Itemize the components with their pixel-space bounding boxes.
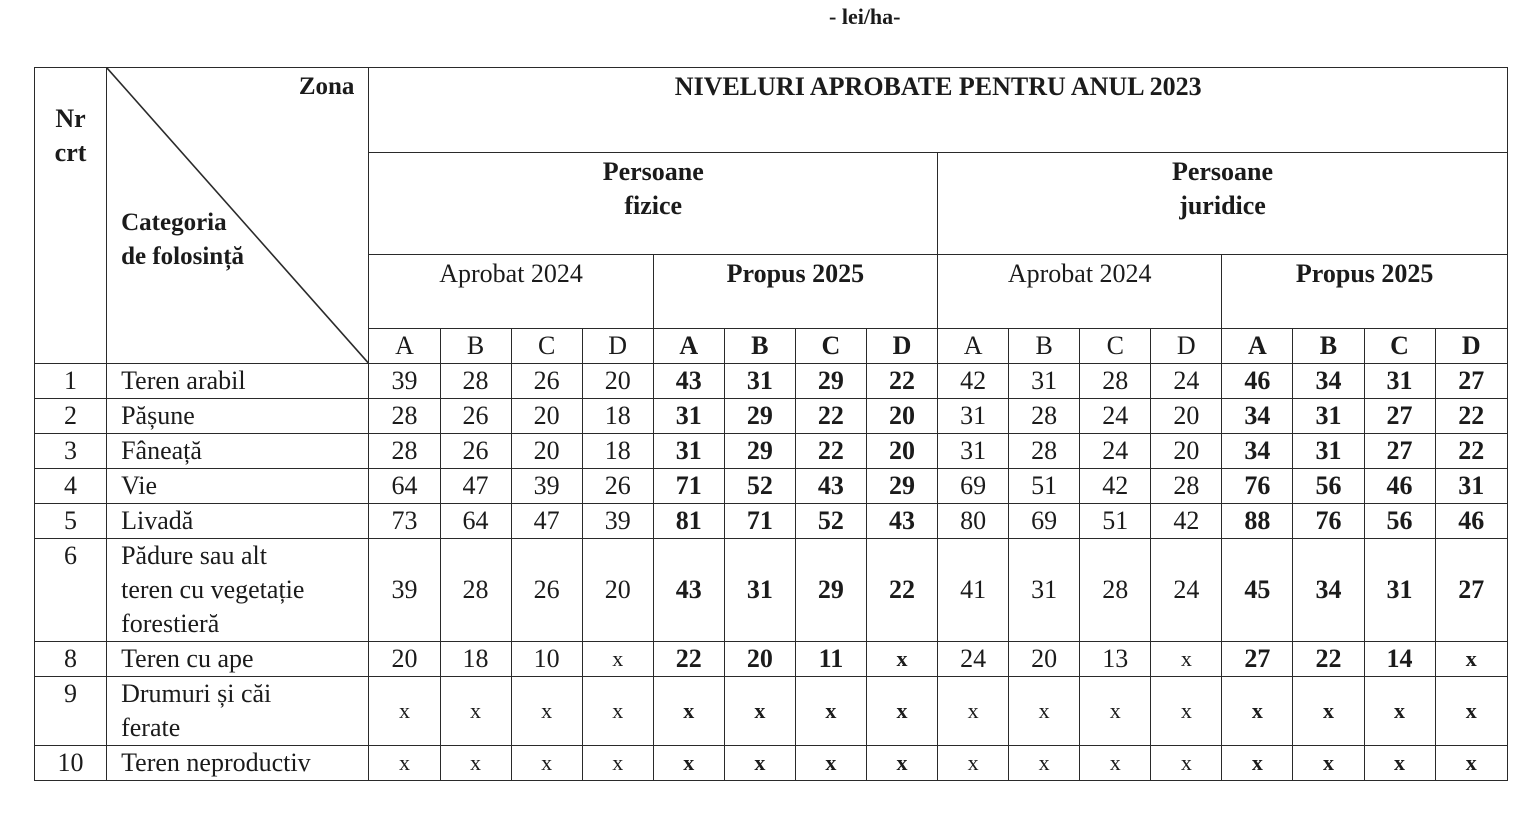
value-cell: 22 — [795, 434, 866, 469]
value-cell: x — [938, 677, 1009, 746]
value-cell: 28 — [369, 399, 440, 434]
table-row — [35, 539, 1508, 642]
value-cell: x — [866, 677, 937, 746]
value-cell: x — [1222, 677, 1293, 746]
value-cell: 20 — [1151, 434, 1222, 469]
table-row — [35, 642, 1508, 677]
value-cell: 28 — [440, 539, 511, 642]
zone-header-d: D — [1435, 329, 1507, 364]
value-cell: 43 — [653, 364, 724, 399]
row-number: 2 — [35, 399, 107, 434]
value-cell: x — [1364, 746, 1435, 781]
category-line: Pășune — [121, 401, 195, 430]
group-persoane-fizice — [369, 153, 938, 255]
value-cell: 31 — [653, 399, 724, 434]
value-cell: x — [1009, 746, 1080, 781]
row-number: 8 — [35, 642, 107, 677]
value-cell: 81 — [653, 504, 724, 539]
zone-header-b: B — [440, 329, 511, 364]
zone-header-c: C — [1080, 329, 1151, 364]
value-cell: 22 — [1435, 399, 1507, 434]
value-cell: 27 — [1435, 364, 1507, 399]
value-cell: 20 — [582, 364, 653, 399]
value-cell: 18 — [582, 434, 653, 469]
zone-header-a: A — [653, 329, 724, 364]
value-cell: 20 — [511, 399, 582, 434]
category-line: Livadă — [121, 506, 194, 535]
value-cell: x — [511, 677, 582, 746]
category-cell — [107, 746, 369, 781]
value-cell: 20 — [866, 434, 937, 469]
value-cell: 26 — [511, 539, 582, 642]
value-cell: 39 — [582, 504, 653, 539]
value-cell: x — [1293, 677, 1364, 746]
value-cell: 76 — [1293, 504, 1364, 539]
value-cell: x — [369, 746, 440, 781]
row-number: 10 — [35, 746, 107, 781]
value-cell: x — [440, 746, 511, 781]
unit-label: - lei/ha- — [829, 4, 901, 29]
value-cell: x — [582, 746, 653, 781]
value-cell: 22 — [1293, 642, 1364, 677]
category-cell — [107, 642, 369, 677]
subgroup-aprobat-2024-juridice: Aprobat 2024 — [938, 255, 1222, 329]
value-cell: 73 — [369, 504, 440, 539]
value-cell: 29 — [724, 399, 795, 434]
value-cell: x — [511, 746, 582, 781]
value-cell: 43 — [653, 539, 724, 642]
value-cell: x — [440, 677, 511, 746]
value-cell: x — [1435, 677, 1507, 746]
value-cell: x — [653, 746, 724, 781]
value-cell: 39 — [511, 469, 582, 504]
value-cell: x — [1080, 746, 1151, 781]
value-cell: 29 — [795, 364, 866, 399]
value-cell: x — [1364, 677, 1435, 746]
value-cell: 13 — [1080, 642, 1151, 677]
category-label-line1: Categoria — [121, 209, 227, 236]
zone-header-d: D — [866, 329, 937, 364]
value-cell: x — [795, 677, 866, 746]
value-cell: x — [724, 677, 795, 746]
group-line1: Persoane — [1171, 157, 1274, 186]
value-cell: 64 — [369, 469, 440, 504]
value-cell: 34 — [1293, 539, 1364, 642]
zone-header-d: D — [582, 329, 653, 364]
value-cell: 71 — [724, 504, 795, 539]
table-row — [35, 469, 1508, 504]
value-cell: 26 — [582, 469, 653, 504]
row-number: 1 — [35, 364, 107, 399]
value-cell: 69 — [938, 469, 1009, 504]
zone-header-c: C — [795, 329, 866, 364]
value-cell: 28 — [369, 434, 440, 469]
zone-header-a: A — [938, 329, 1009, 364]
row-number: 9 — [35, 677, 107, 746]
value-cell: 31 — [1364, 539, 1435, 642]
value-cell: 31 — [1293, 434, 1364, 469]
value-cell: 46 — [1222, 364, 1293, 399]
value-cell: 76 — [1222, 469, 1293, 504]
nr-label-line1: Nr — [55, 104, 86, 133]
category-line: Teren cu ape — [121, 644, 254, 673]
value-cell: 28 — [440, 364, 511, 399]
category-cell — [107, 364, 369, 399]
value-cell: 28 — [1080, 364, 1151, 399]
value-cell: x — [1435, 746, 1507, 781]
value-cell: 28 — [1009, 399, 1080, 434]
category-line: Teren arabil — [121, 366, 246, 395]
value-cell: 34 — [1222, 399, 1293, 434]
table-row — [35, 746, 1508, 781]
value-cell: x — [582, 642, 653, 677]
value-cell: x — [1080, 677, 1151, 746]
value-cell: 27 — [1364, 434, 1435, 469]
value-cell: x — [1151, 677, 1222, 746]
category-cell — [107, 469, 369, 504]
value-cell: 22 — [653, 642, 724, 677]
zone-header-b: B — [724, 329, 795, 364]
category-label — [121, 206, 244, 274]
table-row — [35, 504, 1508, 539]
value-cell: x — [582, 677, 653, 746]
value-cell: 28 — [1080, 539, 1151, 642]
value-cell: 22 — [795, 399, 866, 434]
table-row — [35, 434, 1508, 469]
value-cell: 20 — [369, 642, 440, 677]
value-cell: 10 — [511, 642, 582, 677]
value-cell: 31 — [724, 539, 795, 642]
value-cell: 22 — [866, 364, 937, 399]
value-cell: 56 — [1293, 469, 1364, 504]
value-cell: 14 — [1364, 642, 1435, 677]
value-cell: 69 — [1009, 504, 1080, 539]
table-title: NIVELURI APROBATE PENTRU ANUL 2023 — [369, 68, 1508, 153]
value-cell: 18 — [582, 399, 653, 434]
zone-header-b: B — [1009, 329, 1080, 364]
value-cell: 24 — [938, 642, 1009, 677]
value-cell: 24 — [1151, 364, 1222, 399]
value-cell: 64 — [440, 504, 511, 539]
category-line: Fâneață — [121, 436, 202, 465]
category-cell — [107, 504, 369, 539]
value-cell: x — [1151, 642, 1222, 677]
subgroup-propus-2025-juridice: Propus 2025 — [1222, 255, 1508, 329]
value-cell: 39 — [369, 539, 440, 642]
value-cell: 52 — [795, 504, 866, 539]
value-cell: x — [1009, 677, 1080, 746]
value-cell: 47 — [511, 504, 582, 539]
value-cell: 29 — [866, 469, 937, 504]
value-cell: 26 — [440, 399, 511, 434]
value-cell: 26 — [511, 364, 582, 399]
value-cell: x — [938, 746, 1009, 781]
value-cell: 31 — [1009, 364, 1080, 399]
value-cell: 39 — [369, 364, 440, 399]
table-row — [35, 677, 1508, 746]
value-cell: 20 — [866, 399, 937, 434]
value-cell: 20 — [724, 642, 795, 677]
table-row — [35, 399, 1508, 434]
value-cell: x — [1293, 746, 1364, 781]
value-cell: x — [653, 677, 724, 746]
value-cell: 56 — [1364, 504, 1435, 539]
value-cell: x — [866, 746, 937, 781]
value-cell: 27 — [1435, 539, 1507, 642]
value-cell: 31 — [1435, 469, 1507, 504]
zone-header-a: A — [1222, 329, 1293, 364]
value-cell: 31 — [1009, 539, 1080, 642]
value-cell: 28 — [1009, 434, 1080, 469]
value-cell: 31 — [724, 364, 795, 399]
category-cell — [107, 677, 369, 746]
group-line1: Persoane — [602, 157, 704, 186]
value-cell: 51 — [1009, 469, 1080, 504]
value-cell: x — [795, 746, 866, 781]
category-line: Drumuri și căi — [121, 679, 272, 708]
zona-category-header — [107, 68, 369, 364]
value-cell: 51 — [1080, 504, 1151, 539]
value-cell: 20 — [582, 539, 653, 642]
value-cell: 22 — [866, 539, 937, 642]
zone-header-d: D — [1151, 329, 1222, 364]
value-cell: 20 — [1151, 399, 1222, 434]
value-cell: 31 — [653, 434, 724, 469]
value-cell: x — [1151, 746, 1222, 781]
zone-header-b: B — [1293, 329, 1364, 364]
value-cell: 43 — [795, 469, 866, 504]
value-cell: 29 — [795, 539, 866, 642]
value-cell: 31 — [1293, 399, 1364, 434]
value-cell: 47 — [440, 469, 511, 504]
subgroup-aprobat-2024-fizice: Aprobat 2024 — [369, 255, 653, 329]
group-line2: juridice — [1179, 191, 1266, 220]
value-cell: 71 — [653, 469, 724, 504]
value-cell: 11 — [795, 642, 866, 677]
category-line: Teren neproductiv — [121, 748, 311, 777]
value-cell: 31 — [1364, 364, 1435, 399]
category-line: Pădure sau alt — [121, 541, 267, 570]
subgroup-propus-2025-fizice: Propus 2025 — [653, 255, 937, 329]
group-line2: fizice — [624, 191, 683, 220]
category-cell — [107, 539, 369, 642]
value-cell: 46 — [1435, 504, 1507, 539]
value-cell: 24 — [1080, 434, 1151, 469]
value-cell: x — [866, 642, 937, 677]
category-line: Vie — [121, 471, 158, 500]
value-cell: 80 — [938, 504, 1009, 539]
value-cell: 24 — [1080, 399, 1151, 434]
row-number: 5 — [35, 504, 107, 539]
zone-header-c: C — [1364, 329, 1435, 364]
value-cell: 18 — [440, 642, 511, 677]
value-cell: 88 — [1222, 504, 1293, 539]
value-cell: x — [724, 746, 795, 781]
value-cell: x — [369, 677, 440, 746]
tax-levels-table — [34, 67, 1508, 781]
zona-label: Zona — [298, 73, 355, 100]
category-cell — [107, 434, 369, 469]
value-cell: 52 — [724, 469, 795, 504]
value-cell: 42 — [938, 364, 1009, 399]
value-cell: 27 — [1364, 399, 1435, 434]
value-cell: 46 — [1364, 469, 1435, 504]
value-cell: 42 — [1080, 469, 1151, 504]
value-cell: 24 — [1151, 539, 1222, 642]
zone-header-c: C — [511, 329, 582, 364]
value-cell: 22 — [1435, 434, 1507, 469]
nr-crt-header — [35, 68, 107, 364]
value-cell: 45 — [1222, 539, 1293, 642]
value-cell: 42 — [1151, 504, 1222, 539]
category-label-line2: de folosință — [121, 243, 245, 270]
nr-label-line2: crt — [54, 138, 87, 167]
value-cell: 31 — [938, 434, 1009, 469]
category-line: teren cu vegetație — [121, 575, 305, 604]
value-cell: 31 — [938, 399, 1009, 434]
table-body — [35, 364, 1508, 781]
value-cell: 27 — [1222, 642, 1293, 677]
value-cell: 34 — [1222, 434, 1293, 469]
value-cell: 29 — [724, 434, 795, 469]
table-row — [35, 364, 1508, 399]
value-cell: x — [1435, 642, 1507, 677]
row-number: 3 — [35, 434, 107, 469]
value-cell: 41 — [938, 539, 1009, 642]
zone-header-a: A — [369, 329, 440, 364]
group-persoane-juridice — [938, 153, 1508, 255]
value-cell: 20 — [511, 434, 582, 469]
row-number: 6 — [35, 539, 107, 642]
category-line: forestieră — [121, 609, 220, 638]
value-cell: 34 — [1293, 364, 1364, 399]
value-cell: 28 — [1151, 469, 1222, 504]
value-cell: 26 — [440, 434, 511, 469]
value-cell: x — [1222, 746, 1293, 781]
value-cell: 43 — [866, 504, 937, 539]
header-row-title — [35, 68, 1508, 153]
category-line: ferate — [121, 713, 181, 742]
row-number: 4 — [35, 469, 107, 504]
value-cell: 20 — [1009, 642, 1080, 677]
category-cell — [107, 399, 369, 434]
